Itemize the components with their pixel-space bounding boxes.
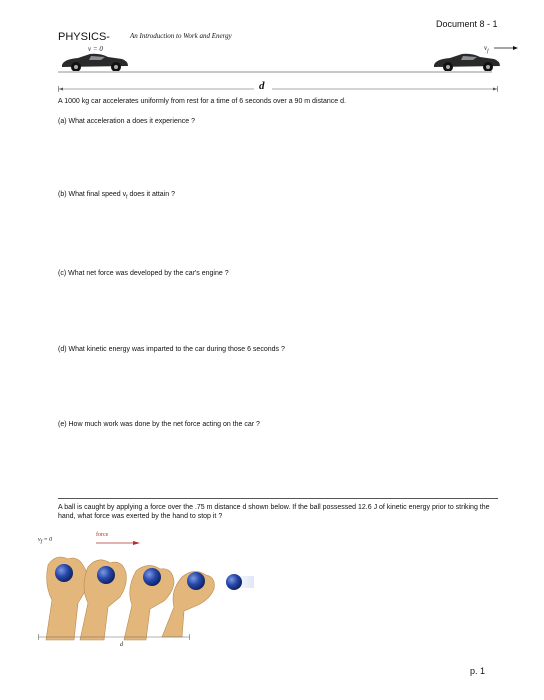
car-start-image: [60, 51, 130, 73]
subject-title: PHYSICS-: [58, 31, 110, 43]
page-number: p. 1: [470, 666, 486, 676]
question-b-text: (b) What final speed v: [58, 191, 127, 198]
force-label: force: [96, 532, 109, 538]
document-id: Document 8 - 1: [436, 19, 498, 29]
problem-2-statement: A ball is caught by applying a force over the .75 m distance d shown below. If the ball possessed 12.6 J of kinetic energy prior to striking the hand, what force was exerted by the hand to stop it ?: [58, 504, 490, 520]
distance-dimension-line: [58, 86, 498, 92]
road-line: [58, 71, 492, 73]
distance-label: d: [259, 80, 265, 92]
subtitle: An Introduction to Work and Energy: [130, 32, 232, 40]
ball-final-velocity-label: [38, 537, 52, 545]
problem-1-statement: A 1000 kg car accelerates uniformly from rest for a time of 6 seconds over a 90 m distance d.: [58, 98, 346, 105]
hands-catching-ball-image: [34, 545, 264, 645]
question-b: [58, 191, 175, 200]
question-e: (e) How much work was done by the net force acting on the car ?: [58, 421, 260, 428]
final-velocity-subscript: f: [487, 49, 489, 55]
ball-velocity-symbol: v: [38, 537, 41, 543]
catch-distance-dimension-line: [38, 634, 190, 640]
question-a: (a) What acceleration a does it experience ?: [58, 118, 195, 125]
ball-velocity-value: = 0: [42, 537, 53, 543]
question-c: (c) What net force was developed by the car's engine ?: [58, 270, 229, 277]
ball-velocity-subscript: f: [40, 540, 43, 546]
question-b-text-end: does it attain ?: [129, 191, 175, 198]
initial-velocity-label: v = 0: [88, 45, 103, 53]
question-d: (d) What kinetic energy was imparted to the car during those 6 seconds ?: [58, 346, 285, 353]
question-b-subscript: f: [126, 194, 128, 201]
catch-distance-label: d: [120, 642, 123, 648]
final-velocity-symbol: v: [484, 44, 488, 52]
section-divider: [58, 498, 498, 499]
car-end-image: [432, 51, 502, 73]
